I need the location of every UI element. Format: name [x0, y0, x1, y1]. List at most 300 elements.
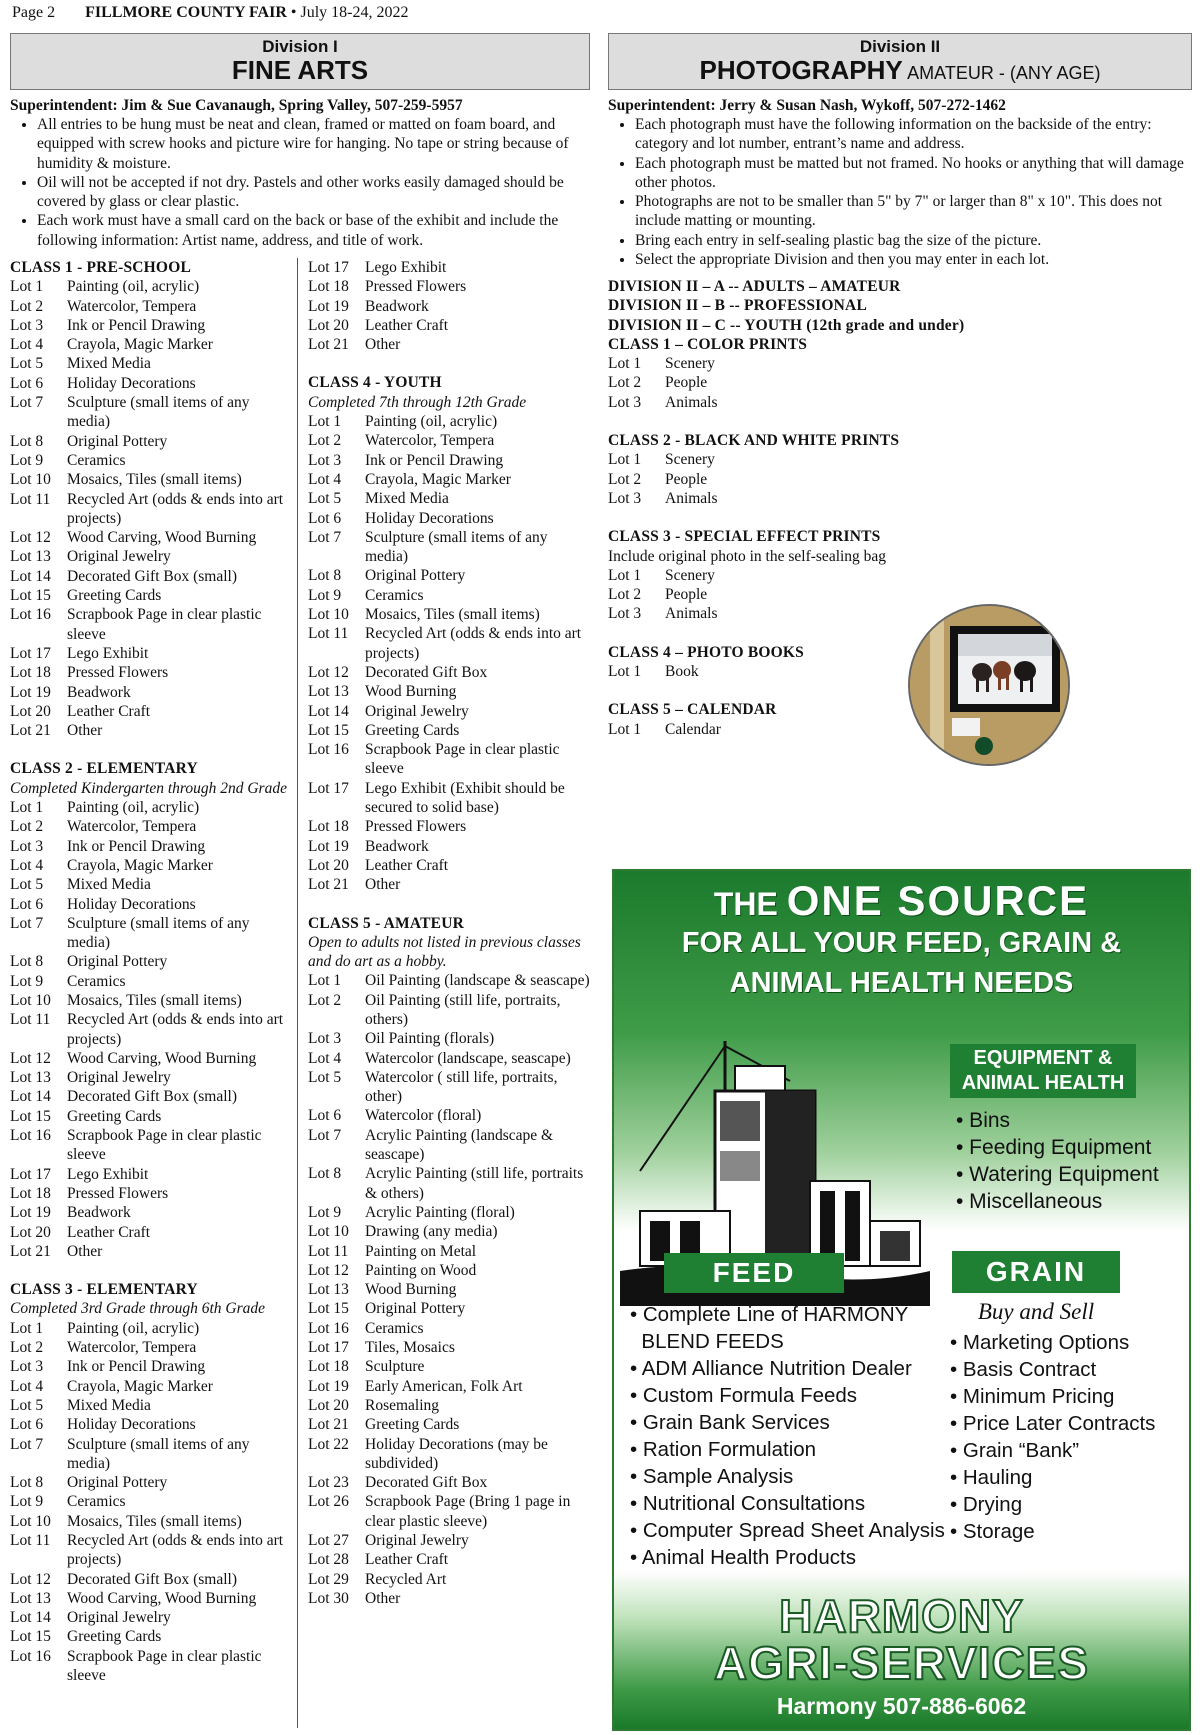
- lot-number: Lot 6: [10, 895, 44, 913]
- lot-title: Original Jewelry: [365, 1532, 469, 1549]
- lot-title: Ink or Pencil Drawing: [365, 451, 504, 469]
- lot-number: Lot 18: [308, 278, 349, 296]
- lot-item: [308, 605, 591, 624]
- lot-title: Recycled Art (odds & ends into art projects): [67, 1532, 284, 1569]
- lot-number: Lot 3: [308, 451, 342, 469]
- lot-number: Lot 16: [10, 606, 51, 624]
- lot-title: Rosemaling: [365, 1396, 440, 1414]
- lot-title: Leather Craft: [365, 856, 449, 874]
- lot-title: Greeting Cards: [67, 1107, 162, 1125]
- lot-title: Painting (oil, acrylic): [67, 799, 200, 817]
- lot-number: Lot 1: [608, 720, 642, 738]
- lot-number: Lot 5: [10, 876, 44, 894]
- lot-title: Animals: [665, 393, 718, 411]
- lot-item: [308, 489, 591, 508]
- lot-item: [10, 1589, 290, 1608]
- fair-dates: • July 18-24, 2022: [286, 4, 409, 21]
- lot-item: [10, 1223, 290, 1242]
- lot-item: [308, 1299, 591, 1318]
- lot-item: [308, 297, 591, 316]
- lot-number: Lot 13: [308, 1281, 349, 1299]
- lot-title: Wood Burning: [365, 683, 457, 701]
- lot-title: Ceramics: [365, 1319, 424, 1337]
- lot-number: Lot 20: [10, 1223, 51, 1241]
- lot-item: [10, 817, 290, 836]
- lot-item: [308, 837, 591, 856]
- lot-number: Lot 5: [308, 490, 342, 508]
- class-heading: CLASS 3 - ELEMENTARY: [10, 1281, 198, 1299]
- ad-list-item: • Drying: [950, 1493, 1023, 1516]
- lot-item: [10, 547, 290, 566]
- lot-title: Mixed Media: [67, 1396, 151, 1414]
- lot-item: [10, 1473, 290, 1492]
- lot-item: [10, 1512, 290, 1531]
- lot-number: Lot 18: [308, 818, 349, 836]
- lot-item: [308, 1377, 591, 1396]
- lot-title: Original Pottery: [365, 1300, 466, 1318]
- lot-title: Watercolor ( still life, portraits, other): [365, 1068, 558, 1106]
- ad-list-item: • Price Later Contracts: [950, 1412, 1156, 1435]
- lot-title: Holiday Decorations: [67, 895, 196, 913]
- lot-item: [608, 585, 1008, 604]
- lot-title: Original Pottery: [67, 953, 168, 971]
- lot-title: Mosaics, Tiles (small items): [67, 1512, 242, 1530]
- lot-number: Lot 8: [10, 1474, 44, 1492]
- lot-title: Greeting Cards: [365, 721, 460, 739]
- lot-title: Watercolor, Tempera: [67, 297, 197, 315]
- lot-item: [308, 1319, 591, 1338]
- spacer: [308, 354, 591, 373]
- lot-number: Lot 8: [308, 1165, 342, 1183]
- rule-item: • Each photograph must be matted but not framed. No hooks or anything that will damage other photos.: [635, 154, 1190, 193]
- lot-item: [308, 316, 591, 335]
- rule-item: • Photographs are not to be smaller than 5" by 7" or larger than 8" x 10". This does not include matting or mounting.: [635, 192, 1190, 231]
- lot-title: Holiday Decorations: [67, 1416, 196, 1434]
- lot-number: Lot 7: [10, 1435, 44, 1453]
- lot-title: Acrylic Painting (still life, portraits & others): [365, 1165, 584, 1202]
- lot-item: [10, 1415, 290, 1434]
- lot-number: Lot 3: [10, 1358, 44, 1376]
- lot-number: Lot 5: [308, 1068, 342, 1086]
- lot-number: Lot 10: [308, 606, 349, 624]
- lot-title: Greeting Cards: [365, 1416, 460, 1434]
- lot-title: Lego Exhibit: [67, 1165, 149, 1183]
- ad-list-item: • Complete Line of HARMONY: [630, 1303, 909, 1326]
- harmony-agri-services-ad: [612, 869, 1191, 1731]
- lot-title: Watercolor, Tempera: [67, 818, 197, 836]
- lot-number: Lot 11: [308, 625, 349, 643]
- ad-phone: Harmony 507-886-6062: [776, 1693, 1027, 1719]
- lot-title: Leather Craft: [67, 1223, 151, 1241]
- lot-number: Lot 11: [10, 1011, 51, 1029]
- lot-item: [10, 1242, 290, 1261]
- ad-list-item: • Animal Health Products: [630, 1546, 856, 1569]
- lot-number: Lot 19: [308, 1377, 349, 1395]
- lot-item: [10, 663, 290, 682]
- lot-title: Ceramics: [365, 586, 424, 604]
- equipment-list: [956, 1107, 1159, 1215]
- lot-item: [308, 1415, 591, 1434]
- lot-number: Lot 4: [10, 856, 44, 874]
- lot-item: [10, 567, 290, 586]
- class-heading: CLASS 5 – CALENDAR: [608, 701, 777, 719]
- lot-number: Lot 11: [10, 1532, 51, 1549]
- lot-number: Lot 12: [308, 1261, 349, 1279]
- lot-number: Lot 2: [10, 818, 44, 836]
- division-2-superintendent: Superintendent: Jerry & Susan Nash, Wykoff, 507-272-1462: [608, 97, 1006, 114]
- rule-item: • Each photograph must have the following information on the backside of the entry: category and lot number, entrant’s name and address.: [635, 115, 1190, 154]
- lot-title: Painting on Metal: [365, 1242, 477, 1260]
- lot-item: [308, 431, 591, 450]
- lot-number: Lot 2: [608, 470, 642, 488]
- ad-list-item: • Minimum Pricing: [950, 1385, 1115, 1408]
- division-1-rules: [10, 115, 590, 250]
- lot-title: Beadwork: [365, 837, 429, 855]
- ad-list-item: • Miscellaneous: [956, 1190, 1103, 1213]
- lot-number: Lot 4: [10, 1377, 44, 1395]
- lot-number: Lot 21: [308, 1416, 349, 1434]
- brand-harmony: HARMONY: [779, 1590, 1024, 1642]
- lot-number: Lot 27: [308, 1532, 349, 1549]
- lot-number: Lot 21: [10, 1242, 51, 1260]
- lot-item: [308, 1049, 591, 1068]
- lot-title: Holiday Decorations (may be subdivided): [365, 1435, 548, 1472]
- lot-item: [10, 895, 290, 914]
- ad-list-item: • Sample Analysis: [630, 1465, 794, 1488]
- lot-number: Lot 3: [10, 316, 44, 334]
- ad-list-item: • Marketing Options: [950, 1331, 1130, 1354]
- lot-title: Painting (oil, acrylic): [67, 1319, 200, 1337]
- lot-number: Lot 2: [608, 586, 642, 604]
- lot-title: Sculpture (small items of any media): [67, 1435, 250, 1472]
- division-2-title: PHOTOGRAPHY: [699, 55, 903, 85]
- lot-item: [308, 875, 591, 894]
- ad-list-item: • Feeding Equipment: [956, 1136, 1152, 1159]
- lot-number: Lot 18: [308, 1358, 349, 1376]
- lot-number: Lot 13: [10, 1069, 51, 1087]
- lot-item: [308, 1396, 591, 1415]
- lot-number: Lot 13: [308, 683, 349, 701]
- lot-item: [10, 277, 290, 296]
- lot-title: Crayola, Magic Marker: [67, 856, 213, 874]
- lot-item: [10, 1377, 290, 1396]
- lot-number: Lot 19: [308, 297, 349, 315]
- class-heading: CLASS 1 - PRE-SCHOOL: [10, 259, 191, 276]
- lot-item: [308, 1435, 591, 1474]
- lot-title: People: [665, 586, 708, 604]
- page-number: Page 2: [12, 4, 56, 21]
- lot-number: Lot 10: [10, 1512, 51, 1530]
- lot-number: Lot 15: [10, 587, 51, 605]
- ad-headline: [614, 877, 1189, 925]
- division-2-rules: [608, 115, 1190, 269]
- lot-item: [10, 605, 290, 644]
- lot-number: Lot 1: [10, 1319, 44, 1337]
- lot-title: Animals: [665, 489, 718, 507]
- lot-item: [308, 1531, 591, 1550]
- lot-item: [10, 1165, 290, 1184]
- lot-title: Pressed Flowers: [365, 818, 467, 836]
- lot-title: Other: [67, 722, 103, 740]
- lot-number: Lot 9: [10, 1493, 44, 1511]
- lot-number: Lot 6: [308, 1107, 342, 1125]
- lot-number: Lot 1: [608, 663, 642, 681]
- lot-number: Lot 20: [308, 316, 349, 334]
- lot-title: Ceramics: [67, 972, 126, 990]
- lot-item: [308, 1126, 591, 1165]
- lot-title: Crayola, Magic Marker: [67, 1377, 213, 1395]
- lot-number: Lot 14: [10, 567, 51, 585]
- lot-title: Greeting Cards: [67, 587, 162, 605]
- division-1-label: Division I: [262, 37, 338, 56]
- lot-number: Lot 12: [308, 663, 349, 681]
- lot-title: Mixed Media: [67, 355, 151, 373]
- lot-item: [308, 528, 591, 567]
- lot-number: Lot 22: [308, 1435, 349, 1453]
- lot-number: Lot 10: [10, 991, 51, 1009]
- lot-title: Painting on Wood: [365, 1261, 477, 1279]
- ad-list-item: • Hauling: [950, 1466, 1033, 1489]
- lot-number: Lot 15: [10, 1107, 51, 1125]
- lot-number: Lot 1: [608, 451, 642, 469]
- lot-number: Lot 30: [308, 1589, 349, 1607]
- lot-item: [608, 373, 1008, 392]
- ad-list-item: • Basis Contract: [950, 1358, 1097, 1381]
- lot-number: Lot 3: [608, 393, 642, 411]
- lot-item: [10, 1184, 290, 1203]
- lot-item: [10, 952, 290, 971]
- rule-item: • Bring each entry in self-sealing plastic bag the size of the picture.: [635, 231, 1190, 250]
- lot-title: Scrapbook Page in clear plastic sleeve: [365, 741, 560, 778]
- lot-title: Mosaics, Tiles (small items): [67, 471, 242, 489]
- lot-number: Lot 9: [308, 1203, 342, 1221]
- lot-title: Scrapbook Page in clear plastic sleeve: [67, 1127, 262, 1164]
- lot-number: Lot 20: [10, 702, 51, 720]
- lot-item: [10, 1126, 290, 1165]
- lot-title: Ink or Pencil Drawing: [67, 316, 206, 334]
- lot-item: [308, 971, 591, 990]
- lot-number: Lot 12: [10, 1570, 51, 1588]
- feed-list: [630, 1301, 945, 1571]
- lot-number: Lot 18: [10, 1184, 51, 1202]
- rule-item: • Select the appropriate Division and then you may enter in each lot.: [635, 250, 1190, 269]
- lot-title: Lego Exhibit: [67, 644, 149, 662]
- lot-number: Lot 15: [308, 1300, 349, 1318]
- lot-item: [308, 856, 591, 875]
- equipment-title-line-2: ANIMAL HEALTH: [961, 1072, 1125, 1094]
- lot-title: Scenery: [665, 566, 715, 584]
- lot-title: Decorated Gift Box: [365, 1474, 488, 1492]
- spacer: [308, 895, 591, 914]
- lot-title: Sculpture (small items of any media): [365, 528, 548, 566]
- rule-item: • Each work must have a small card on the back or base of the exhibit and include the following information: Artist name, address, and title of work.: [37, 211, 590, 250]
- lot-number: Lot 9: [10, 451, 44, 469]
- lot-number: Lot 8: [308, 567, 342, 585]
- lot-number: Lot 2: [608, 374, 642, 392]
- photo-exhibit-image: [908, 604, 1070, 766]
- lot-title: Acrylic Painting (floral): [365, 1203, 515, 1221]
- lot-title: Oil Painting (landscape & seascape): [365, 972, 590, 990]
- lot-title: Leather Craft: [67, 702, 151, 720]
- lot-item: [10, 1319, 290, 1338]
- lot-item: [308, 470, 591, 489]
- lot-number: Lot 29: [308, 1570, 349, 1588]
- lot-item: [10, 374, 290, 393]
- lot-number: Lot 28: [308, 1551, 349, 1569]
- lot-item: [308, 1357, 591, 1376]
- lot-title: People: [665, 374, 708, 392]
- lot-number: Lot 14: [308, 702, 349, 720]
- lot-title: Oil Painting (florals): [365, 1030, 495, 1048]
- lot-item: [10, 972, 290, 991]
- lot-item: [308, 1029, 591, 1048]
- page-header: [12, 4, 409, 22]
- lot-item: [308, 566, 591, 585]
- ad-list-item: • Computer Spread Sheet Analysis: [630, 1519, 945, 1542]
- lot-number: Lot 19: [10, 683, 51, 701]
- lot-number: Lot 5: [10, 1396, 44, 1414]
- lot-title: Sculpture: [365, 1358, 425, 1376]
- grain-list: [950, 1329, 1155, 1545]
- lot-title: Acrylic Painting (landscape & seascape): [365, 1126, 554, 1164]
- lot-item: [308, 1164, 591, 1203]
- lot-title: Pressed Flowers: [67, 664, 169, 682]
- division-1-title: FINE ARTS: [231, 55, 369, 85]
- equipment-animal-health-box: [950, 1044, 1136, 1098]
- lot-item: [10, 1338, 290, 1357]
- lot-title: Scrapbook Page in clear plastic sleeve: [67, 606, 262, 643]
- lot-number: Lot 16: [308, 1319, 349, 1337]
- lot-title: Recycled Art (odds & ends into art projects): [365, 625, 582, 662]
- ad-list-item: • Ration Formulation: [630, 1438, 817, 1461]
- lot-item: [10, 528, 290, 547]
- lot-title: Other: [67, 1242, 103, 1260]
- lot-title: Lego Exhibit: [365, 259, 447, 276]
- lot-title: Other: [365, 336, 401, 354]
- lot-item: [10, 335, 290, 354]
- lot-item: [10, 432, 290, 451]
- lot-number: Lot 1: [10, 799, 44, 817]
- lot-title: Recycled Art (odds & ends into art projects): [67, 1011, 284, 1048]
- lot-item: [608, 354, 1008, 373]
- lot-number: Lot 6: [10, 374, 44, 392]
- class-subtitle: Completed 7th through 12th Grade: [308, 393, 527, 411]
- lot-item: [10, 1531, 290, 1570]
- lot-item: [10, 586, 290, 605]
- lot-number: Lot 8: [10, 432, 44, 450]
- lot-number: Lot 20: [308, 1396, 349, 1414]
- lot-item: [308, 740, 591, 779]
- lot-title: Oil Painting (still life, portraits, others): [365, 991, 561, 1028]
- lot-number: Lot 7: [308, 528, 342, 546]
- lot-item: [10, 1357, 290, 1376]
- class-subtitle: Completed 3rd Grade through 6th Grade: [10, 1300, 266, 1318]
- grain-title: GRAIN: [985, 1256, 1087, 1287]
- lot-number: Lot 10: [308, 1223, 349, 1241]
- class-subtitle: Completed Kindergarten through 2nd Grade: [10, 779, 287, 797]
- lot-item: [10, 1647, 290, 1686]
- lot-title: Decorated Gift Box (small): [67, 1570, 238, 1588]
- lot-number: Lot 17: [308, 259, 349, 276]
- lot-title: Leather Craft: [365, 1551, 449, 1569]
- lot-item: [308, 991, 591, 1030]
- lot-item: [10, 1049, 290, 1068]
- lot-item: [308, 721, 591, 740]
- lot-number: Lot 15: [308, 721, 349, 739]
- lot-number: Lot 17: [308, 1339, 349, 1357]
- rule-item: • All entries to be hung must be neat and clean, framed or matted on foam board, and equipped with screw hooks and picture wire for hanging. No tape or string because of humidity & moisture.: [37, 115, 590, 173]
- lot-number: Lot 9: [308, 586, 342, 604]
- class-heading: CLASS 3 - SPECIAL EFFECT PRINTS: [608, 528, 881, 546]
- lot-title: Tiles, Mosaics: [365, 1339, 455, 1357]
- lot-number: Lot 14: [10, 1609, 51, 1627]
- lot-item: [10, 1087, 290, 1106]
- fine-arts-column-1: [10, 258, 290, 1685]
- division-2-subtitle: AMATEUR - (ANY AGE): [907, 63, 1101, 83]
- lot-title: Pressed Flowers: [67, 1184, 169, 1202]
- lot-item: [308, 1203, 591, 1222]
- lot-number: Lot 3: [308, 1030, 342, 1048]
- lot-number: Lot 13: [10, 548, 51, 566]
- lot-item: [10, 1396, 290, 1415]
- lot-number: Lot 1: [608, 355, 642, 373]
- lot-title: Drawing (any media): [365, 1223, 498, 1241]
- feed-title: FEED: [712, 1257, 796, 1288]
- division-2-banner: [608, 33, 1192, 90]
- lot-number: Lot 21: [308, 876, 349, 894]
- lot-number: Lot 3: [608, 605, 642, 623]
- grain-subtitle: Buy and Sell: [977, 1299, 1095, 1324]
- lot-number: Lot 3: [608, 489, 642, 507]
- lot-item: [10, 644, 290, 663]
- ad-line-3: ANIMAL HEALTH NEEDS: [729, 967, 1074, 999]
- lot-item: [10, 721, 290, 740]
- lot-number: Lot 4: [308, 470, 342, 488]
- lot-title: Original Pottery: [67, 1474, 168, 1492]
- lot-number: Lot 2: [10, 1339, 44, 1357]
- class-note: Include original photo in the self-sealing bag: [608, 547, 887, 565]
- lot-number: Lot 1: [308, 413, 342, 431]
- ad-list-item: • Watering Equipment: [956, 1163, 1159, 1186]
- lot-item: [608, 566, 1008, 585]
- lot-item: [10, 875, 290, 894]
- class-heading: CLASS 5 - AMATEUR: [308, 914, 464, 932]
- lot-number: Lot 4: [10, 336, 44, 354]
- lot-item: [608, 393, 1008, 412]
- lot-title: Beadwork: [365, 297, 429, 315]
- lot-title: Other: [365, 1589, 401, 1607]
- lot-item: [308, 586, 591, 605]
- lot-number: Lot 12: [10, 529, 51, 547]
- lot-title: Wood Carving, Wood Burning: [67, 529, 257, 547]
- lot-item: [10, 1492, 290, 1511]
- lot-item: [308, 1570, 591, 1589]
- lot-item: [308, 335, 591, 354]
- lot-item: [10, 914, 290, 953]
- lot-title: Beadwork: [67, 683, 131, 701]
- lot-title: Watercolor, Tempera: [67, 1339, 197, 1357]
- lot-title: Original Jewelry: [67, 1069, 171, 1087]
- ad-list-item: • Grain “Bank”: [950, 1439, 1080, 1462]
- spacer: [608, 258, 1008, 277]
- lot-title: Recycled Art: [365, 1570, 447, 1588]
- class-heading: CLASS 4 - YOUTH: [308, 374, 442, 392]
- division-2-label: Division II: [859, 37, 941, 56]
- division-1-intro: [10, 96, 590, 250]
- lot-item: [308, 779, 591, 818]
- lot-item: [308, 451, 591, 470]
- lot-item: [308, 1068, 591, 1107]
